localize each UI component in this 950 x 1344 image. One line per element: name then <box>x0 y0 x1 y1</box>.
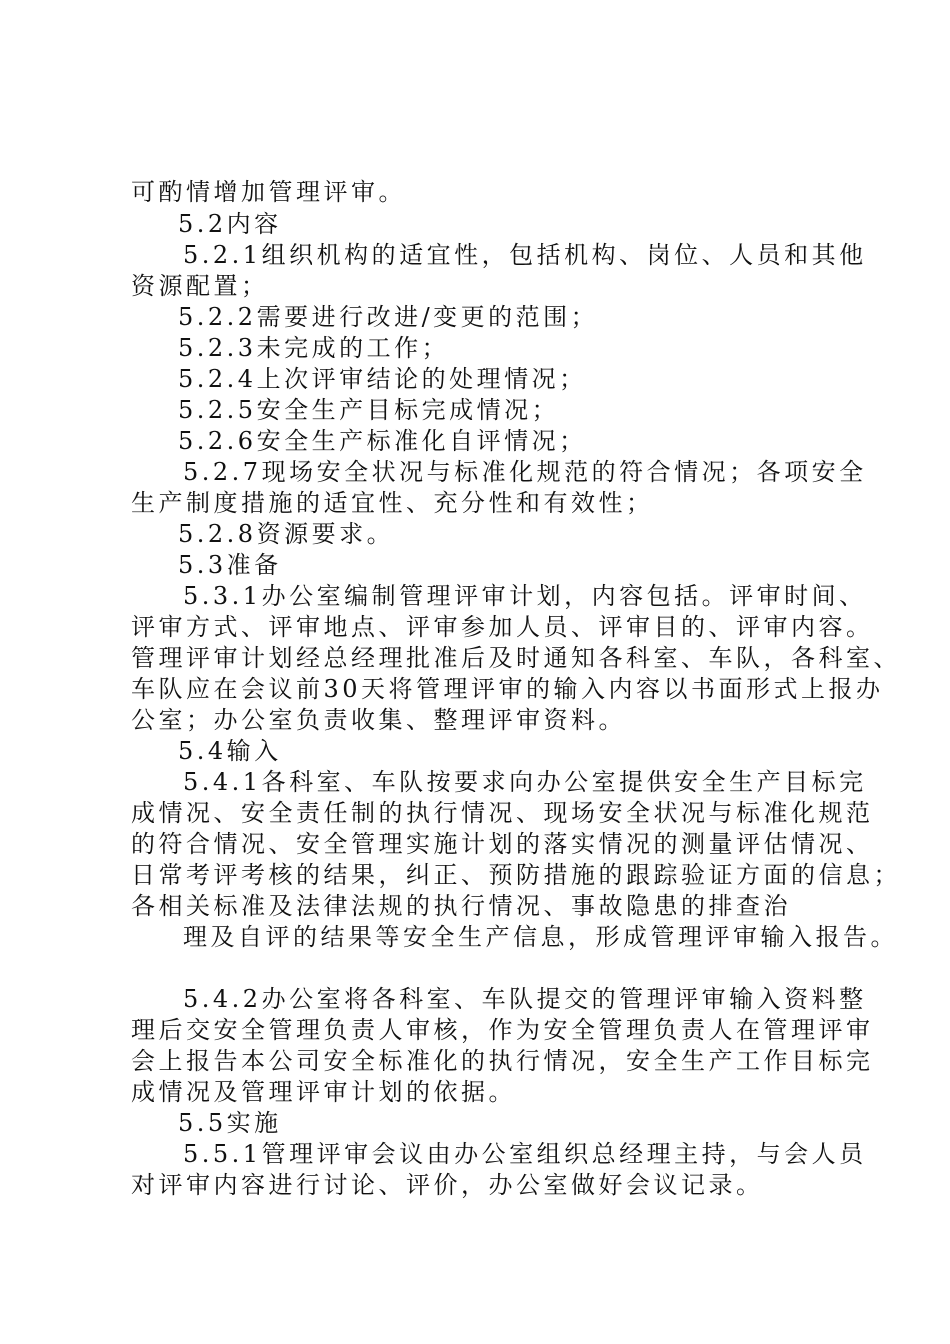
text-line: 资源配置； <box>131 272 269 300</box>
text-line: 理及自评的结果等安全生产信息，形成管理评审输入报告。 <box>183 923 898 951</box>
text-line: 车队应在会议前30天将管理评审的输入内容以书面形式上报办 <box>131 675 884 703</box>
text-line: 评审方式、评审地点、评审参加人员、评审目的、评审内容。 <box>131 613 874 641</box>
text-line: 5.2.2需要进行改进/变更的范围； <box>178 303 599 331</box>
text-line: 理后交安全管理负责人审核，作为安全管理负责人在管理评审 <box>131 1016 874 1044</box>
text-line: 生产制度措施的适宜性、充分性和有效性； <box>131 489 654 517</box>
text-line: 5.2.6安全生产标准化自评情况； <box>178 427 587 455</box>
text-line: 5.5.1管理评审会议由办公室组织总经理主持，与会人员 <box>183 1140 867 1168</box>
text-line: 5.4.2办公室将各科室、车队提交的管理评审输入资料整 <box>183 985 867 1013</box>
text-line: 5.3.1办公室编制管理评审计划，内容包括。评审时间、 <box>183 582 867 610</box>
text-line: 成情况、安全责任制的执行情况、现场安全状况与标准化规范 <box>131 799 874 827</box>
section-heading: 5.2内容 <box>178 210 282 238</box>
text-line: 公室；办公室负责收集、整理评审资料。 <box>131 706 626 734</box>
text-line: 5.2.1组织机构的适宜性，包括机构、岗位、人员和其他 <box>183 241 867 269</box>
section-heading: 5.4输入 <box>178 737 282 765</box>
text-line: 5.2.7现场安全状况与标准化规范的符合情况；各项安全 <box>183 458 867 486</box>
text-line: 5.4.1各科室、车队按要求向办公室提供安全生产目标完 <box>183 768 867 796</box>
text-line: 成情况及管理评审计划的依据。 <box>131 1078 516 1106</box>
text-line: 各相关标准及法律法规的执行情况、事故隐患的排查治 <box>131 892 791 920</box>
text-line: 5.2.4上次评审结论的处理情况； <box>178 365 587 393</box>
text-line: 5.2.3未完成的工作； <box>178 334 450 362</box>
text-line: 5.2.8资源要求。 <box>178 520 395 548</box>
text-line: 日常考评考核的结果，纠正、预防措施的跟踪验证方面的信息； <box>131 861 901 889</box>
section-heading: 5.5实施 <box>178 1109 282 1137</box>
text-line: 管理评审计划经总经理批准后及时通知各科室、车队，各科室、 <box>131 644 901 672</box>
text-line: 对评审内容进行讨论、评价，办公室做好会议记录。 <box>131 1171 764 1199</box>
text-line: 的符合情况、安全管理实施计划的落实情况的测量评估情况、 <box>131 830 874 858</box>
text-line: 会上报告本公司安全标准化的执行情况，安全生产工作目标完 <box>131 1047 874 1075</box>
text-line: 可酌情增加管理评审。 <box>131 178 406 206</box>
section-heading: 5.3准备 <box>178 551 282 579</box>
text-line: 5.2.5安全生产目标完成情况； <box>178 396 560 424</box>
